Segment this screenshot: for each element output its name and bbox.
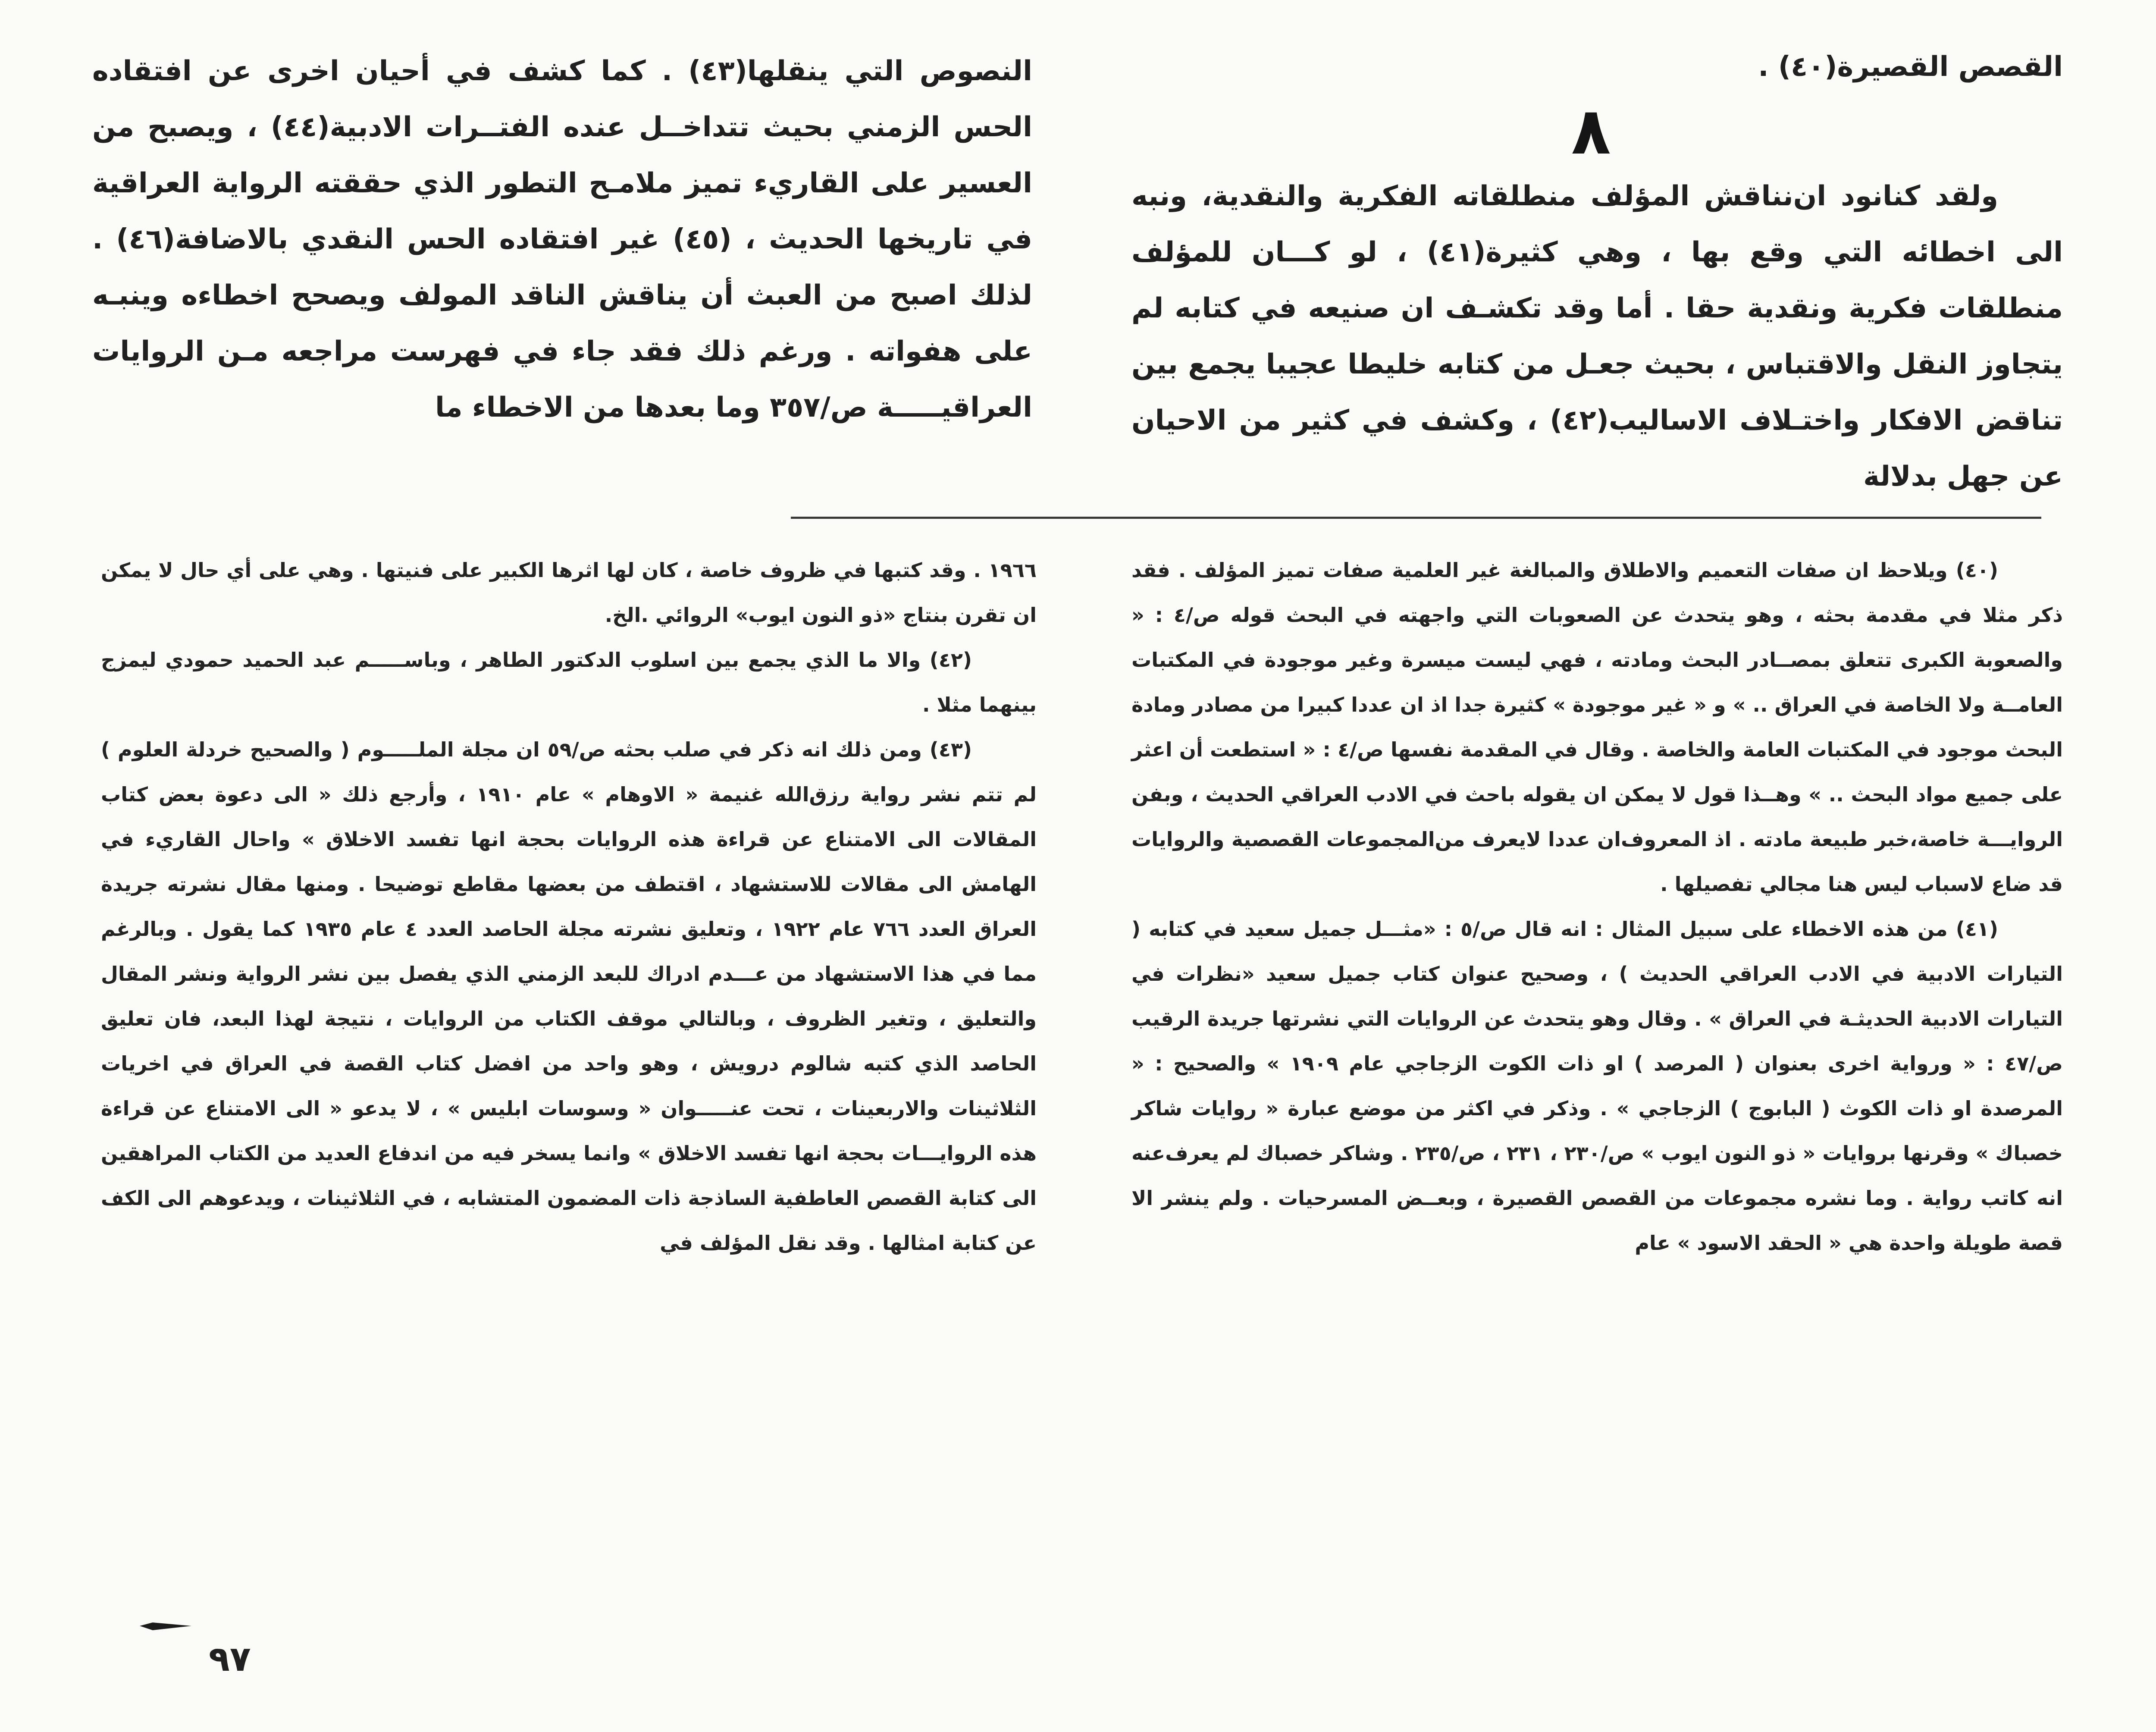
- body-paragraph: القصص القصيرة(٤٠) .: [1758, 51, 2063, 83]
- footnotes-column-left: [101, 548, 1037, 1626]
- footnote: (٤١) من هذه الاخطاء على سبيل المثال : انه قال ص/٥ : «مثـــل جميل سعيد في كتابه ( التيارات الادبية في الادب العراقي الحديث ) ، وصحيح عنوان كتاب جميل سعيد «نظرات في التيارات الادبية الحديثـة في العراق » . وقال وهو يتحدث عن الروايات التي نشرتها جريدة الرقيب ص/٤٧ : « ورواية اخرى بعنوان ( المرصد ) او ذات الكوت الزجاجي عام ١٩٠٩ » والصحيح : « المرصدة او ذات الكوث ( البابوج ) الزجاجي » . وذكر في اكثر من موضع عبارة « روايات شاكر خصباك » وقرنها بروايات « ذو النون ايوب » ص/٢٣٠ ، ٢٣١ ، ص/٢٣٥ . وشاكر خصباك لم يعرف‌عنه انه كاتب رواية . وما نشره مجموعات من القصص القصيرة ، وبعــض المسرحيات . ولم ينشر الا قصة طويلة واحدة هي « الحقد الاسود » عام: [1131, 917, 2063, 1255]
- body-column-left: [92, 43, 1032, 500]
- page-number: ٩٧: [209, 1639, 251, 1679]
- body-paragraph: النصوص التي ينقلها(٤٣) . كما كشف في أحيان اخرى عن افتقاده الحس الزمني بحيث تتداخــل عنده الفتــرات الادبية(٤٤) ، ويصبح من العسير على القاريء تميز ملامـح التطور الذي حققته الرواية العراقية في تاريخها الحديث ، (٤٥) غير افتقاده الحس النقدي بالاضافة(٤٦) . لذلك اصبح من العبث أن يناقش الناقد المولف ويصحح اخطاءه وينبـه على هفواته . ورغم ذلك فقد جاء في فهرست مراجعه مـن الروايات العراقيـــــة ص/٣٥٧ وما بعدها من الاخطاء ما: [92, 55, 1033, 424]
- body-paragraph: ولقد كنانود ان‌نناقش المؤلف منطلقاته الفكرية والنقدية، ونبه الى اخطائه التي وقع بها ، وهي كثيرة(٤١) ، لو كـــان للمؤلف منطلقات فكرية ونقدية حقا . أما وقد تكشـف ان صنيعه في كتابه لم يتجاوز النقل والاقتباس ، بحيث جعـل من كتابه خليطا عجيبا يجمع بين تناقض الافكار واختـلاف الاساليب(٤٢) ، وكشف في كثير من الاحيان عن جهل بدلالة: [1131, 180, 2063, 493]
- footnote-continuation: ١٩٦٦ . وقد كتبها في ظروف خاصة ، كان لها اثرها الكبير على فنيتها . وهي على أي حال لا يمكن ان تقرن بنتاج «ذو النون ايوب» الروائي .الخ.: [101, 559, 1037, 627]
- section-number: ٨: [1571, 94, 1611, 169]
- footnote: (٤٢) والا ما الذي يجمع بين اسلوب الدكتور الطاهر ، وباســـــم عبد الحميد حمودي ليمزج بينهما مثلا .: [101, 648, 1037, 716]
- body-column-right: [1131, 39, 2063, 500]
- footnote: (٤٠) ويلاحظ ان صفات التعميم والاطلاق والمبالغة غير العلمية صفات تميز المؤلف . فقد ذكر مثلا في مقدمة بحثه ، وهو يتحدث عن الصعوبات التي واجهته في البحث قوله ص/٤ : « والصعوبة الكبرى تتعلق بمصــادر البحث ومادته ، فهي ليست ميسرة وغير موجودة في المكتبات العامــة ولا الخاصة في العراق .. » و « غير موجودة » كثيرة جدا اذ ان عددا كبيرا من مصادر ومادة البحث موجود في المكتبات العامة والخاصة . وقال في المقدمة نفسها ص/٤ : « استطعت أن اعثر على جميع مواد البحث .. » وهــذا قول لا يمكن ان يقوله باحث في الادب العراقي الحديث ، وبفن الروايـــة خاصة،خبر طبيعة مادته . اذ المعروف‌ان عددا لايعرف من‌المجموعات القصصية والروايات قد ضاع لاسباب ليس هنا مجالي تفصيلها .: [1131, 559, 2063, 896]
- footnote: (٤٣) ومن ذلك انه ذكر في صلب بحثه ص/٥٩ ان مجلة الملـــــوم ( والصحيح خردلة العلوم ) لم تتم نشر رواية رزق‌الله غنيمة « الاوهام » عام ١٩١٠ ، وأرجع ذلك « الى دعوة بعض كتاب المقالات الى الامتناع عن قراءة هذه الروايات بحجة انها تفسد الاخلاق » واحال القاريء في الهامش الى مقالات للاستشهاد ، اقتطف من بعضها مقاطع توضيحا . ومنها مقال نشرته جريدة العراق العدد ٧٦٦ عام ١٩٢٢ ، وتعليق نشرته مجلة الحاصد العدد ٤ عام ١٩٣٥ كما يقول . وبالرغم مما في هذا الاستشهاد من عـــدم ادراك للبعد الزمني الذي يفصل بين نشر الرواية ونشر المقال والتعليق ، وتغير الظروف ، وبالتالي موقف الكتاب من الروايات ، نتيجة لهذا البعد، فان تعليق الحاصد الذي كتبه شالوم درويش ، وهو واحد من افضل كتاب القصة في العراق في اخريات الثلاثينات والاربعينات ، تحت عنـــــوان « وسوسات ابليس » ، لا يدعو « الى الامتناع عن قراءة هذه الروايـــات بحجة انها تفسد الاخلاق » وانما يسخر فيه من اندفاع العديد من الكتاب المراهقين الى كتابة القصص العاطفية الساذجة ذات المضمون المتشابه ، في الثلاثينات ، ويدعوهم الى الكف عن كتابة امثالها . وقد نقل المؤلف في: [101, 738, 1037, 1255]
- footnote-separator: [791, 517, 2041, 519]
- continuation-arrow-icon: [135, 1613, 196, 1639]
- footnotes-column-right: [1131, 548, 2063, 1669]
